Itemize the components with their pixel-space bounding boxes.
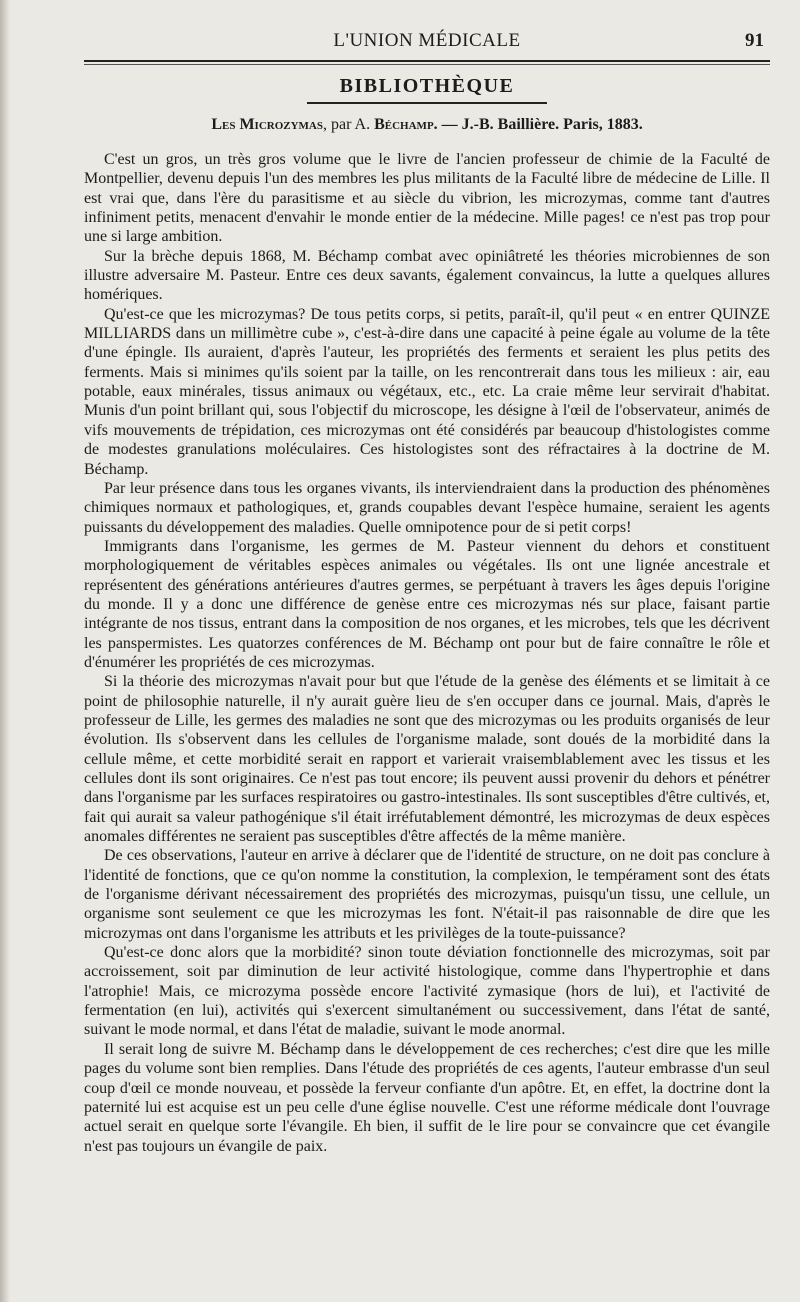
paragraph: C'est un gros, un très gros volume que le livre de l'ancien professeur de chimie de la Faculté de Montpellier, devenu depuis l'un des membres les plus militants de la Faculté libre de médecine de Lille. Il est vrai que, dans l'ère du parasitisme et au siècle du vibrion, les microzymas, comme tant d'autres infiniment petits, menacent d'envahir le monde entier de la médecine. Mille pages! ce n'est pas trop pour une si large ambition.	[84, 151, 770, 246]
running-title: L'UNION MÉDICALE	[333, 30, 521, 51]
paragraph: De ces observations, l'auteur en arrive à déclarer que de l'identité de structure, on ne doit pas conclure à l'identité de fonctions, que ce qu'on nomme la constitution, la complexion, le tempérament sont des états de l'organisme dérivant nécessairement des propriétés des microzymas, puisqu'un tissu, une cellule, un organisme sont seulement ce que les microzymas les font. N'était-il pas raisonnable de dire que les microzymas ont dans l'organisme les attributs et les privilèges de la toute-puissance?	[84, 847, 770, 942]
paragraph: Il serait long de suivre M. Béchamp dans le développement de ces recherches; c'est dire que les mille pages du volume sont bien remplies. Dans l'étude des propriétés de ces agents, l'auteur embrasse d'un seul coup d'œil ce monde nouveau, et possède la ferveur confiante d'un apôtre. Et, en effet, la doctrine dont la paternité lui est acquise est un peu celle d'une église nouvelle. C'est une réforme médicale dont l'ouvrage actuel serait en quelque sorte l'évangile. Eh bien, il suffit de le lire pour se convaincre que cet évangile n'est pas toujours un évangile de paix.	[84, 1040, 770, 1155]
page-binding-edge	[0, 0, 10, 1302]
citation-par: , par A.	[323, 116, 375, 133]
citation-author: Béchamp	[374, 116, 434, 133]
citation-book-title: Les Microzymas	[211, 116, 323, 133]
paragraph: Qu'est-ce que les microzymas? De tous petits corps, si petits, paraît-il, qu'il peut « en entrer QUINZE MILLIARDS dans un millimètre cube », c'est-à-dire dans une capacité à peine égale au volume de la tête d'une épingle. Ils auraient, d'après l'auteur, les propriétés des ferments et seraient les plus petits des ferments. Mais si minimes qu'ils soient par la taille, on les rencontrerait dans tous les milieux : air, eau potable, eaux minérales, tissus animaux ou végétaux, etc., etc. La craie même leur servirait d'habitat. Munis d'un point brillant qui, sous l'objectif du microscope, les désigne à l'œil de l'observateur, animés de vifs mouvements de trépidation, ces microzymas ont été considérés par beaucoup d'histologistes comme de modestes granulations moléculaires. Ces histologistes sont des réfractaires à la doctrine de M. Béchamp.	[84, 305, 770, 478]
paragraph: Par leur présence dans tous les organes vivants, ils interviendraient dans la production des phénomènes chimiques normaux et pathologiques, et, grands coupables devant l'espèce humaine, seraient les agents puissants du développement des maladies. Quelle omnipotence pour de si petit corps!	[84, 479, 770, 536]
paragraph: Si la théorie des microzymas n'avait pour but que l'étude de la genèse des éléments et se limitait à ce point de philosophie naturelle, il n'y aurait guère lieu de s'en occuper dans ce journal. Mais, d'après le professeur de Lille, les germes des maladies ne sont que des microzymas ou les produits organisés de leur évolution. Ils s'observent dans les cellules de l'organisme malade, sont doués de la morbidité dans la cellule même, et cette morbidité serait en rapport et varierait vraisemblablement avec les tissus et les cellules dont ils sont originaires. Ce n'est pas tout encore; ils peuvent aussi provenir du dehors et pénétrer dans l'organisme par les surfaces respiratoires ou gastro-intestinales. Ils sont susceptibles d'être cultivés, et, fait qui aurait sa valeur pathogénique s'il était irréfutablement démontré, les microzymas de deux espèces anomales différentes ne seraient pas susceptibles d'être affectés de la même manière.	[84, 673, 770, 846]
paragraph: Qu'est-ce donc alors que la morbidité? sinon toute déviation fonctionnelle des microzymas, soit par accroissement, soit par diminution de leur activité histologique, comme dans l'hypertrophie et dans l'atrophie! Mais, ce microzyma possède encore l'activité zymasique (hors de lui), et l'activité de fermentation (en lui), activités qui s'exercent simultanément ou successivement, dans l'état de santé, suivant le mode normal, et dans l'état de maladie, suivant le mode anormal.	[84, 944, 770, 1039]
paragraph: Sur la brèche depuis 1868, M. Béchamp combat avec opiniâtreté les théories microbiennes de son illustre adversaire M. Pasteur. Entre ces deux savants, également convaincus, la lutte a quelques allures homériques.	[84, 247, 770, 304]
section-title-rule	[307, 102, 547, 104]
citation-publisher: . — J.-B. Baillière. Paris, 1883.	[433, 116, 643, 133]
book-citation	[84, 116, 770, 134]
header-rule	[84, 60, 770, 62]
article-body	[84, 150, 770, 1156]
running-header	[84, 30, 770, 54]
section-title: BIBLIOTHÈQUE	[339, 75, 515, 97]
header-rule-thin	[84, 64, 770, 65]
page-number: 91	[745, 30, 764, 51]
paragraph: Immigrants dans l'organisme, les germes de M. Pasteur viennent du dehors et constituent morphologiquement de véritables espèces animales ou végétales. Ils ont une lignée ancestrale et représentent des générations antérieures d'autres germes, se perpétuant à travers les âges depuis l'origine du monde. Il y a donc une différence de genèse entre ces microzymas nés sur place, faisant partie intégrante de nos tissus, entrant dans la composition de nos organes, et les microbes, tels que les décrivent les panspermistes. Les quatorzes conférences de M. Béchamp ont pour but de faire connaître le rôle et d'énumérer les propriétés de ces microzymas.	[84, 537, 770, 671]
